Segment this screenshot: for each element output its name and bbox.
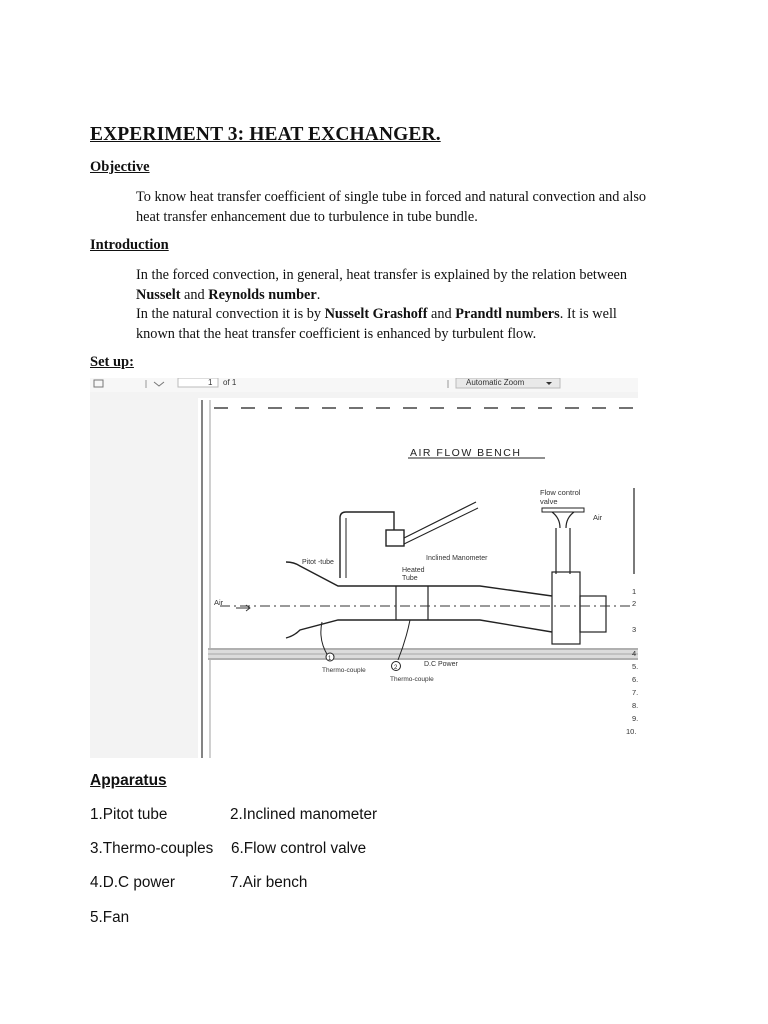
apparatus-row [90, 909, 230, 927]
air-top-label: Air [593, 513, 603, 522]
setup-heading: Set up: [90, 354, 134, 370]
apparatus-item: 2.Inclined manometer [230, 806, 378, 823]
margin-number-6: 6. [632, 675, 638, 684]
callout-2: 2 [394, 665, 398, 671]
flow-control-label-2: valve [540, 497, 558, 506]
intro-text-5: and [427, 306, 456, 322]
objective-text [136, 188, 696, 227]
apparatus-item: 7.Air bench [230, 874, 308, 891]
apparatus-row [90, 806, 377, 824]
objective-heading: Objective [90, 159, 150, 175]
margin-number-10: 10. [626, 727, 637, 736]
intro-text-2: and [180, 286, 209, 303]
introduction-heading: Introduction [90, 237, 169, 253]
air-left-label: Air [214, 598, 224, 607]
setup-figure [90, 378, 638, 758]
diagram-title: AIR FLOW BENCH [410, 447, 522, 459]
margin-number-5: 5. [632, 662, 638, 671]
tube-label: Tube [402, 575, 418, 582]
apparatus-item: 5.Fan [90, 909, 130, 926]
air-flow-bench-diagram [90, 378, 638, 758]
callout-1: 1 [328, 656, 332, 662]
apparatus-item: 1.Pitot tube [90, 806, 168, 823]
intro-bold-reynolds: Reynolds number [208, 286, 317, 303]
heated-label: Heated [402, 567, 425, 574]
apparatus-heading: Apparatus [90, 772, 167, 789]
intro-text-6: . It is well [559, 306, 617, 322]
thermocouple-label-1: Thermo-couple [322, 667, 366, 674]
intro-text-1: In the forced convection, in general, heat transfer is explained by the relation between [136, 267, 628, 283]
margin-number-1: 1 [632, 587, 637, 596]
margin-number-3: 3 [632, 625, 637, 634]
margin-number-8: 8. [632, 701, 638, 710]
introduction-text [136, 266, 696, 344]
apparatus-item: 4.D.C power [90, 874, 176, 891]
zoom-select-text: Automatic Zoom [466, 378, 525, 387]
apparatus-item: 3.Thermo-couples [90, 840, 214, 857]
intro-text-7: known that the heat transfer coefficient is enhanced by turbulent flow. [136, 325, 537, 342]
objective-line-1: To know heat transfer coefficient of single tube in forced and natural convection and also [136, 189, 647, 205]
objective-line-2: heat transfer enhancement due to turbulence in tube bundle. [136, 208, 478, 225]
intro-text-4: In the natural convection it is by [136, 306, 325, 322]
intro-bold-grashoff: Nusselt Grashoff [324, 306, 428, 322]
dc-power-label: D.C Power [424, 661, 458, 668]
page-number-text: 1 [208, 378, 213, 387]
page-title: EXPERIMENT 3: HEAT EXCHANGER. [90, 124, 441, 145]
apparatus-row [90, 840, 366, 858]
margin-number-2: 2 [632, 599, 637, 608]
page-count-text: of 1 [223, 378, 237, 387]
flow-control-label: Flow control [540, 488, 581, 497]
intro-bold-prandtl: Prandtl numbers [455, 306, 560, 322]
apparatus-row [90, 874, 307, 892]
intro-bold-nusselt: Nusselt [136, 286, 181, 303]
manometer-label: Inclined Manometer [426, 555, 488, 562]
intro-text-3: . [316, 286, 321, 303]
margin-number-4: 4 [632, 649, 637, 658]
apparatus-item: 6.Flow control valve [231, 840, 367, 857]
margin-number-7: 7. [632, 688, 638, 697]
margin-number-9: 9. [632, 714, 638, 723]
pitot-label: Pitot -tube [302, 559, 334, 566]
thermocouple-label-2: Thermo-couple [390, 676, 434, 683]
